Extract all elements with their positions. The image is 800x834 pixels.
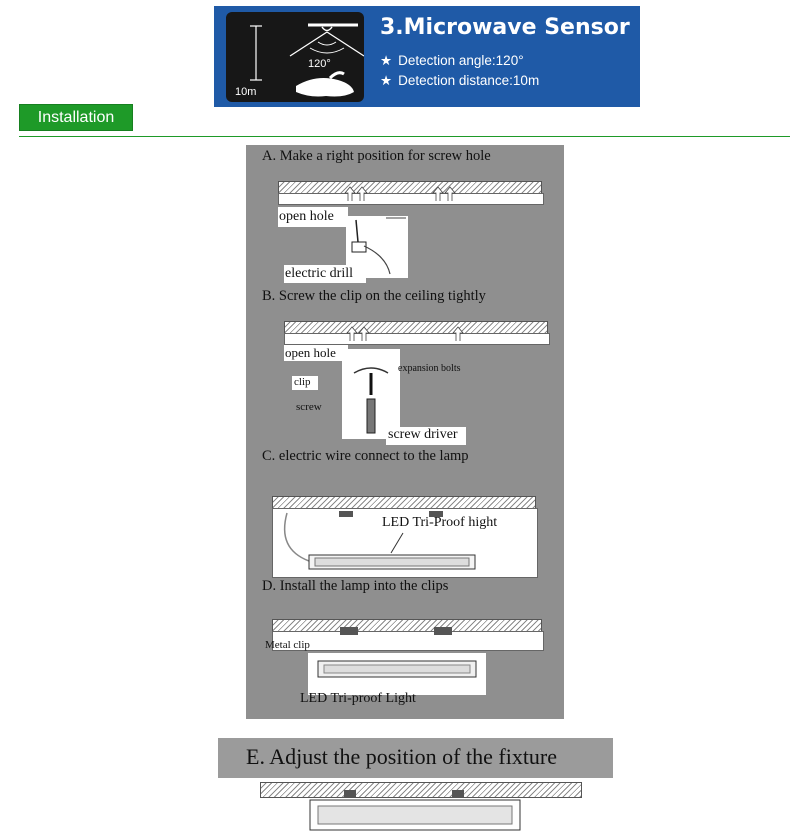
detection-angle-text: Detection angle:120°	[398, 53, 524, 68]
star-icon: ★	[380, 73, 393, 88]
step-d-title: D. Install the lamp into the clips	[262, 578, 449, 594]
lamp-illustration	[308, 653, 486, 695]
detection-distance-text: Detection distance:10m	[398, 73, 540, 88]
detection-distance-label: 10m	[235, 86, 257, 98]
installation-steps-panel	[246, 145, 564, 719]
sensor-range-icon	[226, 12, 364, 102]
screw-driver-icon	[342, 349, 400, 439]
clip-label: clip	[294, 376, 311, 388]
lamp-label: LED Tri-proof Light	[300, 691, 416, 706]
clip-label-box	[292, 376, 318, 390]
electric-drill-label: electric drill	[285, 266, 354, 281]
microwave-sensor-banner	[214, 6, 640, 107]
screw-hole-arrows	[336, 183, 476, 203]
step-b-title: B. Screw the clip on the ceiling tightly	[262, 288, 486, 304]
screw-driver-label-box	[386, 427, 466, 445]
expansion-bolts-label: expansion bolts	[398, 363, 461, 374]
fixture-adjust-graphic	[300, 790, 530, 834]
open-hole-label: open hole	[279, 209, 334, 224]
step-e-title: E. Adjust the position of the fixture	[246, 744, 558, 769]
detection-distance-bullet	[380, 73, 539, 89]
screw-hole-arrows	[338, 323, 478, 343]
detection-angle-bullet	[380, 53, 524, 69]
detection-angle-label: 120°	[308, 58, 331, 70]
screw-driver-label: screw driver	[388, 427, 458, 442]
step-a-title: A. Make a right position for screw hole	[262, 148, 491, 164]
open-hole-label-box	[284, 345, 348, 361]
electric-drill-label-box	[284, 265, 366, 283]
tri-proof-light-icon	[308, 653, 486, 695]
open-hole-label: open hole	[285, 345, 336, 360]
screw-label: screw	[296, 401, 322, 413]
installation-tab[interactable]: Installation	[19, 104, 133, 131]
banner-title: 3.Microwave Sensor	[380, 15, 630, 40]
section-divider	[19, 136, 790, 137]
lamp-label: LED Tri-Proof hight	[382, 515, 498, 530]
step-c-title: C. electric wire connect to the lamp	[262, 448, 469, 464]
star-icon: ★	[380, 53, 393, 68]
metal-clip-graphic	[272, 625, 542, 649]
open-hole-label-box	[278, 207, 348, 227]
clip-screw-illustration	[342, 349, 400, 439]
metal-clip-label: Metal clip	[265, 639, 310, 651]
